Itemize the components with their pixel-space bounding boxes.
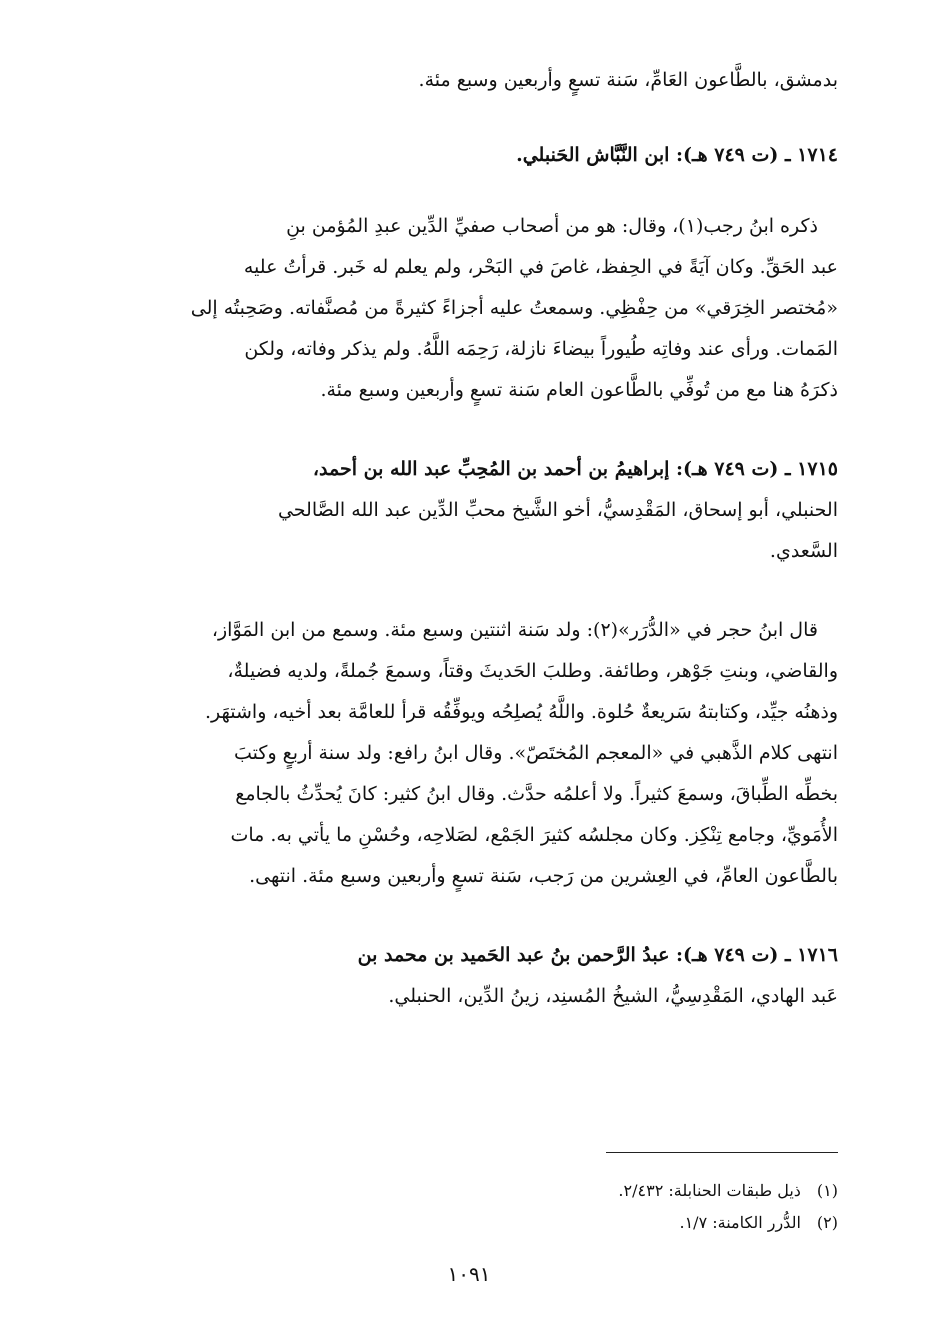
footnote-1 [178,1178,838,1204]
text-line: انتهى كلام الذَّهبي في «المعجم المُختَصّ». وقال ابنُ رافع: ولد سنة أربعٍ وكتبَ [234,742,838,764]
entry-1716 [70,935,838,1017]
entry-1715-heading [70,449,838,572]
text-line: المَمات. ورأى عند وفاتِه طُيوراً بيضاءَ نازلة، رَحِمَه اللَّهُ. ولم يذكر وفاته، ولكن [244,338,838,360]
entry-heading: ١٧١٦ ـ (ت ٧٤٩ هـ): عبدُ الرَّحمن بنُ عبد الحَميد بن محمد بن [357,944,838,966]
continuation-paragraph [70,60,838,101]
text-line: قال ابنُ حجر في «الدُّرَر»(٢): ولد سَنة اثنتين وسبع مئة. وسمع من ابن المَوَّاز، [211,619,818,641]
page-number: ١٠٩١ [447,1262,491,1286]
text-line: «مُختصر الخِرَقي» من حِفْظِي. وسمعتُ عليه أجزاءً كثيرةً من مُصنَّفاته. وصَحِبتُه إلى [190,297,838,319]
footnote-number: (١) [816,1181,838,1200]
text-line: الأُمَويِّ، وجامع تِنْكِز. وكان مجلسُه كثيرَ الجَمْع، لصَلاحِه، وحُسْنِ ما يأتي به. مات [230,824,838,846]
text-line: ذكره ابنُ رجب(١)، وقال: هو من أصحاب صفيِّ الدِّين عبدِ المُؤمن بنِ [286,215,818,237]
text-line: ذكرَهُ هنا مع من تُوفِّي بالطَّاعون العام سَنة تسعٍ وأربعين وسبع مئة. [320,379,838,401]
entry-1715-body [70,610,838,897]
entry-1714-body [70,206,838,411]
text-line: عبد الحَقِّ. وكان آيَةً في الحِفظ، غاصَ في البَحْر، ولم يعلم له خَبر. قرأتُ عليه [243,256,838,278]
text-line: والقاضي، وبنتِ جَوْهر، وطائفة. وطلبَ الحَديثَ وقتاً، وسمعَ جُملةً، ولديه فضيلةٌ، [227,660,838,682]
text-line: الحنبلي، أبو إسحاق، المَقْدِسيُّ، أخو الشَّيخ محبِّ الدِّين عبد الله الصَّالحي [277,499,838,521]
text-line: بخطِّه الطِّباقَ، وسمعَ كثيراً. ولا أعلمُه حدَّث. وقال ابنُ كثير: كانَ يُحدِّثُ بالجامع [235,783,838,805]
text-line: وذهنُه جيِّد، وكتابتهُ سَريعةٌ حُلوة. واللَّهُ يُصلِحُه ويوفِّقُه قرأ للعامَّة بعد أخيه، واشتهَر. [205,701,838,723]
entry-heading: ١٧١٤ ـ (ت ٧٤٩ هـ): ابن النَّبَّاش الحَنبلي. [516,144,838,166]
text-line: بالطَّاعون العامِّ، في العِشرين من رَجب، سَنة تسعٍ وأربعين وسبع مئة. انتهى. [249,865,838,887]
footnote-text: ذيل طبقات الحنابلة: ٢/٤٣٢. [618,1181,801,1200]
text-line: بدمشق، بالطَّاعون العَامِّ، سَنة تسعٍ وأربعين وسبع مئة. [418,69,838,91]
footnote-text: الدُّرر الكامنة: ١/٧. [679,1213,801,1232]
text-line: عَبد الهادي، المَقْدِسِيُّ، الشيخُ المُسنِد، زينُ الدِّين، الحنبلي. [388,985,838,1007]
footnote-number: (٢) [816,1213,838,1232]
footnote-2 [178,1210,838,1236]
entry-1714 [70,135,838,176]
entry-heading: ١٧١٥ ـ (ت ٧٤٩ هـ): إبراهيمُ بن أحمد بن المُحِبِّ عبد الله بن أحمد، [312,458,838,480]
footnote-divider [606,1152,838,1153]
text-line: السَّعدي. [769,540,838,562]
page-body [70,60,838,1310]
